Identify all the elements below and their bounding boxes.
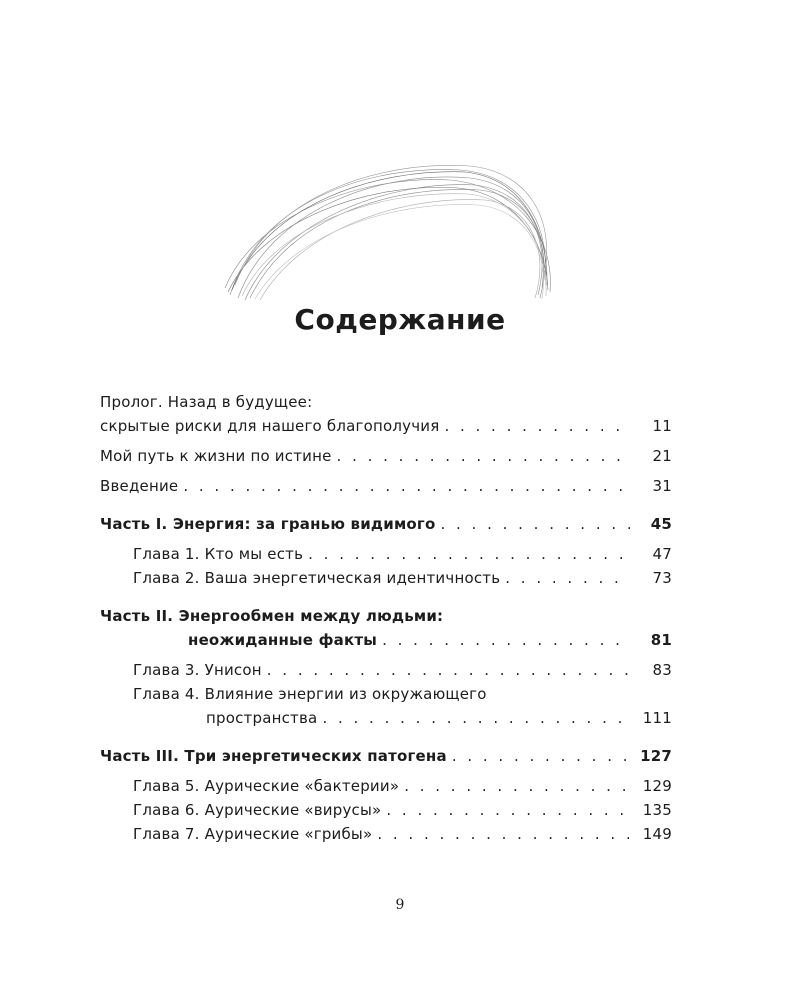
toc-page-number: 149 xyxy=(642,825,672,843)
page-title: Содержание xyxy=(294,303,506,336)
toc-entry-prologue-line1[interactable] xyxy=(100,390,672,414)
toc-entry-chapter-1[interactable] xyxy=(100,542,672,566)
toc-entry-part-2-line1[interactable] xyxy=(100,604,672,628)
toc-leader-dots xyxy=(505,566,630,590)
toc-page-number: 31 xyxy=(652,477,672,495)
toc-leader-dots xyxy=(382,628,630,652)
toc-entry-chapter-3[interactable] xyxy=(100,658,672,682)
toc-leader-dots xyxy=(308,542,630,566)
toc-entry-label: Часть II. Энергообмен между людьми: xyxy=(100,607,444,625)
toc-page-number: 11 xyxy=(652,417,672,435)
toc-entry-chapter-5[interactable] xyxy=(100,774,672,798)
toc-entry-label: Глава 7. Аурические «грибы» xyxy=(133,825,373,843)
toc-entry-label: Глава 5. Аурические «бактерии» xyxy=(133,777,400,795)
toc-page-number: 127 xyxy=(640,747,672,765)
toc-entry-label: Часть I. Энергия: за гранью видимого xyxy=(100,515,436,533)
toc-leader-dots xyxy=(337,444,630,468)
toc-entry-chapter-6[interactable] xyxy=(100,798,672,822)
toc-entry-part-1[interactable] xyxy=(100,512,672,536)
toc-page-number: 47 xyxy=(652,545,672,563)
toc-entry-prologue[interactable] xyxy=(100,414,672,438)
toc-leader-dots xyxy=(404,774,629,798)
toc-page-number: 45 xyxy=(650,515,672,533)
toc-entry-chapter-7[interactable] xyxy=(100,822,672,846)
toc-entry-part-2[interactable] xyxy=(100,628,672,652)
table-of-contents xyxy=(100,390,672,846)
toc-entry-label: пространства xyxy=(206,709,318,727)
toc-entry-chapter-4-line1[interactable] xyxy=(100,682,672,706)
toc-page-number: 81 xyxy=(650,631,672,649)
toc-leader-dots xyxy=(377,822,628,846)
toc-entry-label: Пролог. Назад в будущее: xyxy=(100,393,313,411)
toc-entry-label: Введение xyxy=(100,477,179,495)
toc-entry-my-path[interactable] xyxy=(100,444,672,468)
toc-entry-chapter-4[interactable] xyxy=(100,706,672,730)
toc-page-number: 21 xyxy=(652,447,672,465)
toc-entry-part-3[interactable] xyxy=(100,744,672,768)
toc-leader-dots xyxy=(452,744,626,768)
toc-leader-dots xyxy=(183,474,630,498)
toc-page-number: 111 xyxy=(642,709,672,727)
toc-page-number: 83 xyxy=(652,661,672,679)
toc-page-number: 73 xyxy=(652,569,672,587)
toc-entry-label: скрытые риски для нашего благополучия xyxy=(100,417,440,435)
toc-entry-label: Глава 4. Влияние энергии из окружающего xyxy=(133,685,487,703)
toc-entry-chapter-2[interactable] xyxy=(100,566,672,590)
toc-leader-dots xyxy=(267,658,630,682)
toc-page-number: 135 xyxy=(642,801,672,819)
toc-entry-label: Глава 3. Унисон xyxy=(133,661,262,679)
ornament-lines-graphic xyxy=(220,160,560,300)
toc-entry-intro[interactable] xyxy=(100,474,672,498)
toc-entry-label: Мой путь к жизни по истине xyxy=(100,447,332,465)
toc-leader-dots xyxy=(440,512,630,536)
toc-entry-label: Глава 2. Ваша энергетическая идентичность xyxy=(133,569,501,587)
toc-page-number: 129 xyxy=(642,777,672,795)
toc-entry-label: Глава 1. Кто мы есть xyxy=(133,545,304,563)
toc-leader-dots xyxy=(322,706,628,730)
toc-entry-label: неожиданные факты xyxy=(188,631,378,649)
page-number: 9 xyxy=(395,897,405,913)
toc-leader-dots xyxy=(444,414,630,438)
toc-entry-label: Часть III. Три энергетических патогена xyxy=(100,747,447,765)
toc-entry-label: Глава 6. Аурические «вирусы» xyxy=(133,801,382,819)
toc-leader-dots xyxy=(386,798,628,822)
